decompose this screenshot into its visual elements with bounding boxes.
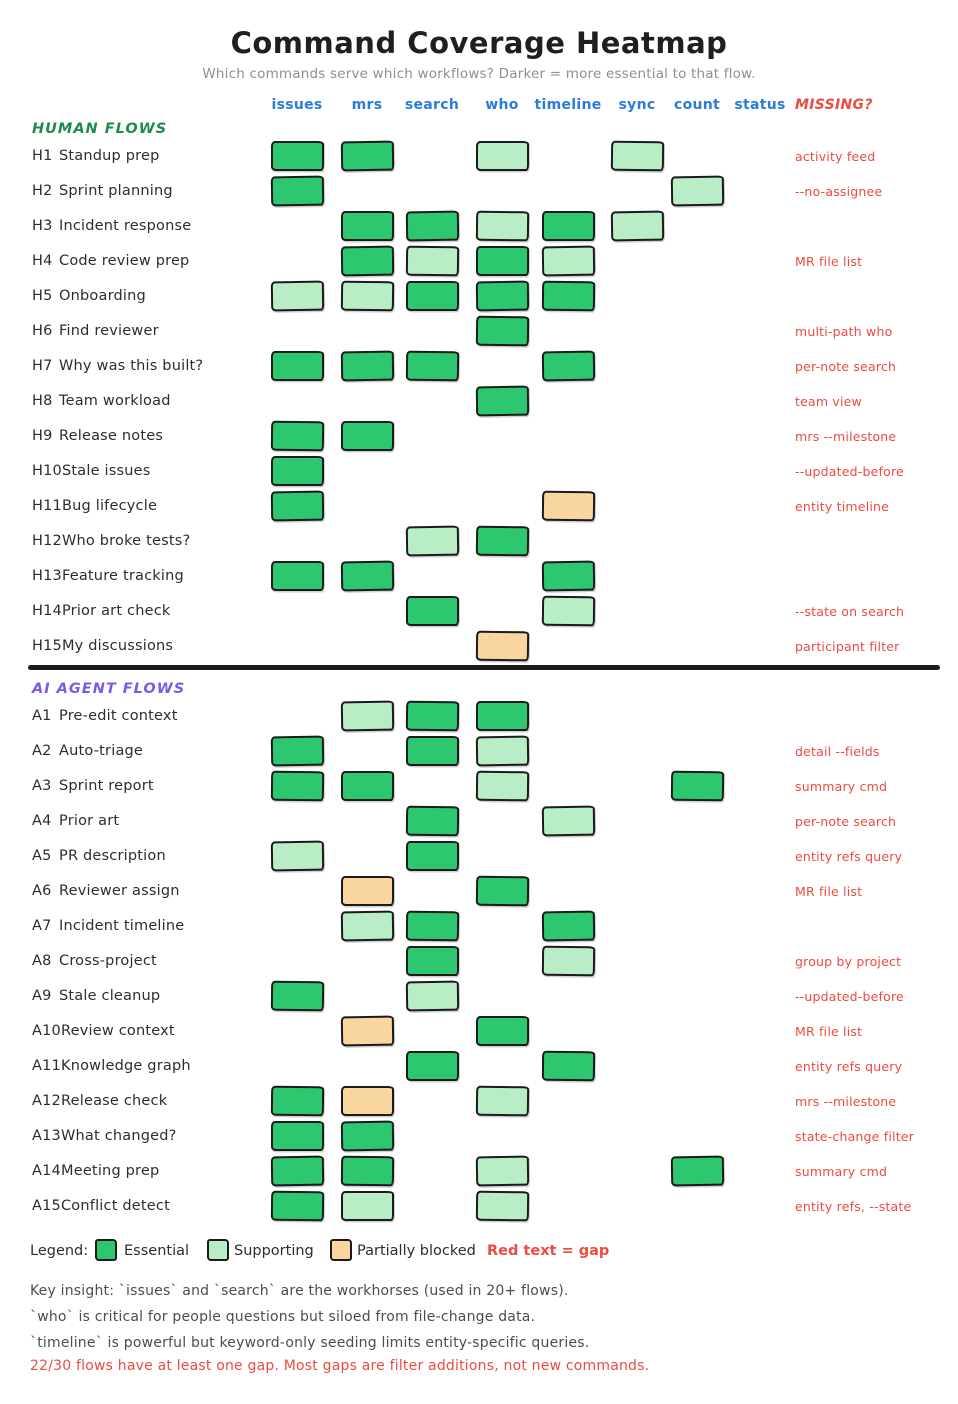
heatmap-cell-a14-issues	[270, 1156, 323, 1187]
heatmap-cell-a9-issues	[270, 981, 323, 1012]
flow-row-label	[32, 1189, 170, 1224]
heatmap-cell-a5-search	[406, 841, 459, 871]
flow-row-h9	[0, 419, 958, 454]
flow-id: A14	[32, 1163, 61, 1179]
flow-row-a9	[0, 979, 958, 1014]
missing-note: entity refs, --state	[795, 1199, 912, 1214]
flow-row-h5	[0, 279, 958, 314]
missing-note: summary cmd	[795, 779, 888, 794]
heatmap-cell-h4-search	[405, 246, 458, 277]
column-header-timeline: timeline	[534, 97, 602, 113]
flow-row-label	[32, 559, 184, 594]
flow-id: H8	[32, 393, 53, 409]
missing-note: mrs --milestone	[795, 1094, 897, 1109]
heatmap-cell-a10-who	[476, 1016, 529, 1046]
page-subtitle: Which commands serve which workflows? Darker = more essential to that flow.	[202, 66, 756, 82]
heatmap-cell-a7-search	[405, 911, 458, 942]
heatmap-cell-h1-who	[476, 141, 529, 171]
heatmap-cell-h15-who	[475, 631, 528, 662]
heatmap-cell-a5-issues	[270, 841, 323, 872]
missing-note: MR file list	[795, 1024, 863, 1039]
column-header-count: count	[673, 97, 721, 113]
flow-name: Release check	[60, 1093, 168, 1109]
flow-row-a1	[0, 699, 958, 734]
flow-id: A6	[32, 883, 52, 899]
heatmap-cell-h3-mrs	[341, 211, 394, 241]
heatmap-cell-a12-issues	[270, 1086, 323, 1117]
heatmap-cell-a14-mrs	[340, 1156, 393, 1187]
flow-row-a5	[0, 839, 958, 874]
legend-essential-label: Essential	[124, 1243, 190, 1259]
flow-row-label	[32, 979, 160, 1014]
heatmap-cell-h13-issues	[271, 561, 324, 591]
flow-id: H2	[32, 183, 53, 199]
flow-id: A15	[32, 1198, 61, 1214]
flow-name: Cross-project	[59, 953, 157, 969]
flow-row-h2	[0, 174, 958, 209]
heatmap-cell-a4-search	[405, 806, 458, 837]
flow-name: My discussions	[61, 638, 174, 654]
page-title: Command Coverage Heatmap	[230, 26, 728, 60]
heatmap-cell-h7-issues	[271, 351, 324, 381]
missing-note: --updated-before	[795, 989, 904, 1004]
flow-id: A7	[32, 918, 52, 934]
flow-row-label	[32, 209, 191, 244]
missing-note: MR file list	[795, 884, 863, 899]
flow-row-label	[32, 629, 173, 664]
flow-row-h15	[0, 629, 958, 664]
flow-id: A5	[32, 848, 52, 864]
flow-row-a11	[0, 1049, 958, 1084]
legend-supporting-swatch	[207, 1239, 229, 1261]
insight-line-3: `timeline` is powerful but keyword-only seeding limits entity-specific queries.	[30, 1335, 590, 1351]
flow-id: H11	[32, 498, 62, 514]
missing-note: multi-path who	[795, 324, 893, 339]
missing-note: entity refs query	[795, 849, 903, 864]
heatmap-cell-h1-sync	[610, 141, 663, 172]
flow-id: A12	[32, 1093, 61, 1109]
flow-row-a10	[0, 1014, 958, 1049]
heatmap-cell-h8-who	[475, 386, 528, 417]
column-header-who: who	[485, 97, 519, 113]
missing-note: mrs --milestone	[795, 429, 897, 444]
flow-row-label	[32, 1084, 167, 1119]
heatmap-cell-h4-who	[476, 246, 529, 276]
heatmap-cell-a8-timeline	[541, 946, 594, 977]
flow-row-h11	[0, 489, 958, 524]
flow-name: What changed?	[60, 1128, 177, 1144]
heatmap-cell-a1-search	[405, 701, 458, 732]
flow-row-h4	[0, 244, 958, 279]
missing-note: --updated-before	[795, 464, 904, 479]
missing-note: entity refs query	[795, 1059, 903, 1074]
flow-row-label	[32, 244, 189, 279]
flow-row-label	[32, 1014, 175, 1049]
heatmap-cell-a10-mrs	[340, 1016, 393, 1047]
heatmap-cell-a3-who	[475, 771, 528, 802]
heatmap-cell-h5-issues	[270, 281, 323, 312]
flow-name: Pre-edit context	[59, 708, 178, 724]
heatmap-cell-a2-search	[406, 736, 459, 766]
legend	[0, 1238, 958, 1264]
heatmap-cell-a3-count	[670, 771, 723, 802]
flow-id: A13	[32, 1128, 61, 1144]
missing-note: entity timeline	[795, 499, 890, 514]
heatmap-cell-h14-search	[406, 596, 459, 626]
flow-row-label	[32, 839, 166, 874]
heatmap-cell-a2-issues	[270, 736, 323, 767]
flow-id: H4	[32, 253, 53, 269]
column-header-search: search	[404, 97, 460, 113]
flow-row-h14	[0, 594, 958, 629]
heatmap-cell-h5-who	[475, 281, 528, 312]
insight-line-1: Key insight: `issues` and `search` are the workhorses (used in 20+ flows).	[30, 1283, 569, 1299]
flow-name: Team workload	[59, 393, 171, 409]
flow-name: Feature tracking	[61, 568, 184, 584]
legend-label: Legend:	[30, 1243, 89, 1259]
flow-id: H5	[32, 288, 53, 304]
flow-id: A11	[32, 1058, 61, 1074]
missing-note: participant filter	[795, 639, 900, 654]
flow-row-label	[32, 944, 157, 979]
flow-row-label	[32, 594, 170, 629]
heatmap-cell-a15-issues	[270, 1191, 323, 1222]
flow-row-label	[32, 734, 143, 769]
flow-row-label	[32, 349, 203, 384]
heatmap-cell-a7-timeline	[541, 911, 594, 942]
flow-name: Release notes	[59, 428, 164, 444]
column-header-sync: sync	[618, 97, 656, 113]
flow-name: Incident timeline	[59, 918, 185, 934]
heatmap-cell-a15-mrs	[341, 1191, 394, 1221]
column-header-issues: issues	[271, 97, 323, 113]
heatmap-cell-h14-timeline	[541, 596, 594, 627]
flow-row-h7	[0, 349, 958, 384]
heatmap-cell-h2-count	[670, 176, 723, 207]
heatmap-cell-h7-search	[405, 351, 458, 382]
heatmap-cell-h11-timeline	[541, 491, 594, 522]
flow-name: Stale issues	[61, 463, 151, 479]
heatmap-cell-h3-timeline	[542, 211, 595, 241]
flow-row-label	[32, 524, 190, 559]
flow-name: Find reviewer	[59, 323, 159, 339]
insight-line-2: `who` is critical for people questions but siloed from file-change data.	[30, 1309, 536, 1325]
flow-row-label	[32, 804, 119, 839]
flow-id: A2	[32, 743, 52, 759]
flow-name: Standup prep	[59, 148, 160, 164]
flow-row-label	[32, 419, 163, 454]
column-header-status: status	[734, 97, 786, 113]
flow-row-a6	[0, 874, 958, 909]
flow-name: Stale cleanup	[59, 988, 161, 1004]
heatmap-cell-a6-mrs	[341, 876, 394, 906]
flow-id: A3	[32, 778, 52, 794]
heatmap-cell-a12-who	[475, 1086, 528, 1117]
flow-row-h1	[0, 139, 958, 174]
flow-row-label	[32, 1049, 191, 1084]
heatmap-cell-a8-search	[406, 946, 459, 976]
missing-note: activity feed	[795, 149, 876, 164]
section-label-ai-agent-flows: AI AGENT FLOWS	[32, 681, 186, 697]
heatmap-cell-h10-issues	[271, 456, 324, 486]
heatmap-cell-h11-issues	[270, 491, 323, 522]
insight-line-4: 22/30 flows have at least one gap. Most gaps are filter additions, not new commands.	[30, 1358, 650, 1374]
heatmap-cell-h12-who	[475, 526, 528, 557]
flow-name: Auto-triage	[59, 743, 144, 759]
flow-name: Incident response	[59, 218, 192, 234]
flow-name: Why was this built?	[59, 358, 204, 374]
flow-row-label	[32, 174, 173, 209]
legend-gap-note: Red text = gap	[487, 1243, 610, 1259]
heatmap-cell-a6-who	[475, 876, 528, 907]
missing-note: per-note search	[795, 814, 897, 829]
heatmap-cell-a11-timeline	[541, 1051, 594, 1082]
heatmap-cell-h3-search	[405, 211, 458, 242]
flow-row-label	[32, 314, 159, 349]
flow-name: Who broke tests?	[61, 533, 191, 549]
heatmap-cell-a1-who	[476, 701, 529, 731]
heatmap-cell-a1-mrs	[340, 701, 393, 732]
flow-name: Meeting prep	[60, 1163, 160, 1179]
heatmap-cell-a13-mrs	[340, 1121, 393, 1152]
flow-row-h13	[0, 559, 958, 594]
heatmap-cell-a3-mrs	[341, 771, 394, 801]
heatmap-cell-h3-sync	[610, 211, 663, 242]
flow-id: H14	[32, 603, 62, 619]
flow-id: H1	[32, 148, 53, 164]
flow-row-label	[32, 874, 180, 909]
flow-id: H15	[32, 638, 62, 654]
flow-id: H10	[32, 463, 62, 479]
heatmap-cell-a7-mrs	[340, 911, 393, 942]
heatmap-cell-h5-search	[406, 281, 459, 311]
heatmap-cell-a14-who	[475, 1156, 528, 1187]
flow-row-label	[32, 489, 157, 524]
flow-name: Prior art check	[61, 603, 171, 619]
flow-row-label	[32, 279, 146, 314]
flow-name: Knowledge graph	[60, 1058, 191, 1074]
flow-row-label	[32, 1119, 177, 1154]
flow-id: H7	[32, 358, 53, 374]
section-label-human-flows: HUMAN FLOWS	[32, 121, 168, 137]
flow-row-a7	[0, 909, 958, 944]
flow-name: Conflict detect	[60, 1198, 170, 1214]
heatmap-cell-h9-mrs	[341, 421, 394, 451]
heatmap-cell-h4-mrs	[340, 246, 393, 277]
flow-id: A1	[32, 708, 52, 724]
flow-row-label	[32, 139, 160, 174]
flow-row-a8	[0, 944, 958, 979]
missing-note: state-change filter	[795, 1129, 915, 1144]
heatmap-cell-a3-issues	[270, 771, 323, 802]
heatmap-cell-h6-who	[475, 316, 528, 347]
flow-row-a15	[0, 1189, 958, 1224]
flow-row-label	[32, 699, 178, 734]
heatmap-cell-h9-issues	[270, 421, 323, 452]
heatmap-cell-a14-count	[670, 1156, 723, 1187]
section-divider	[28, 665, 940, 670]
flow-id: A8	[32, 953, 52, 969]
missing-note: --no-assignee	[795, 184, 883, 199]
heatmap-cell-h2-issues	[270, 176, 323, 207]
heatmap-cell-h13-timeline	[541, 561, 594, 592]
missing-note: MR file list	[795, 254, 863, 269]
heatmap-cell-h3-who	[475, 211, 528, 242]
flow-id: H9	[32, 428, 53, 444]
flow-row-a14	[0, 1154, 958, 1189]
flow-id: A10	[32, 1023, 61, 1039]
flow-row-label	[32, 454, 151, 489]
flow-id: H6	[32, 323, 53, 339]
flow-id: H13	[32, 568, 62, 584]
legend-supporting-label: Supporting	[234, 1243, 314, 1259]
flow-name: Sprint report	[59, 778, 154, 794]
flow-row-a4	[0, 804, 958, 839]
flow-id: A4	[32, 813, 52, 829]
heatmap-cell-h5-timeline	[541, 281, 594, 312]
flow-row-label	[32, 384, 171, 419]
flow-row-label	[32, 769, 154, 804]
flow-id: H3	[32, 218, 53, 234]
heatmap-cell-a2-who	[475, 736, 528, 767]
flow-name: Review context	[60, 1023, 175, 1039]
missing-note: --state on search	[795, 604, 905, 619]
heatmap-cell-h1-mrs	[340, 141, 393, 172]
heatmap-cell-a4-timeline	[541, 806, 594, 837]
missing-note: summary cmd	[795, 1164, 888, 1179]
heatmap-cell-h1-issues	[271, 141, 324, 171]
flow-name: Bug lifecycle	[61, 498, 158, 514]
legend-essential-swatch	[95, 1239, 117, 1261]
legend-partially-blocked-label: Partially blocked	[357, 1243, 476, 1259]
flow-id: H12	[32, 533, 62, 549]
missing-note: per-note search	[795, 359, 897, 374]
heatmap-cell-h12-search	[405, 526, 458, 557]
flow-row-h3	[0, 209, 958, 244]
flow-id: A9	[32, 988, 52, 1004]
missing-note: team view	[795, 394, 862, 409]
flow-name: Sprint planning	[59, 183, 173, 199]
legend-partially-blocked-swatch	[330, 1239, 352, 1261]
flow-row-h8	[0, 384, 958, 419]
flow-row-label	[32, 1154, 159, 1189]
heatmap-cell-h5-mrs	[340, 281, 393, 312]
flow-name: PR description	[59, 848, 166, 864]
heatmap-cell-h7-timeline	[541, 351, 594, 382]
heatmap-cell-a9-search	[405, 981, 458, 1012]
flow-row-a13	[0, 1119, 958, 1154]
flow-name: Onboarding	[59, 288, 146, 304]
heatmap-cell-a15-who	[475, 1191, 528, 1222]
flow-row-a2	[0, 734, 958, 769]
missing-note: detail --fields	[795, 744, 880, 759]
flow-name: Reviewer assign	[59, 883, 180, 899]
heatmap-cell-a11-search	[406, 1051, 459, 1081]
heatmap-cell-h7-mrs	[340, 351, 393, 382]
flow-row-h6	[0, 314, 958, 349]
heatmap-cell-h4-timeline	[541, 246, 594, 277]
column-header-row	[0, 97, 958, 117]
column-header-mrs: mrs	[351, 97, 383, 113]
flow-name: Prior art	[59, 813, 120, 829]
heatmap-cell-a12-mrs	[341, 1086, 394, 1116]
heatmap-cell-h13-mrs	[340, 561, 393, 592]
flow-row-a12	[0, 1084, 958, 1119]
flow-row-label	[32, 909, 184, 944]
flow-name: Code review prep	[59, 253, 190, 269]
flow-row-h12	[0, 524, 958, 559]
flow-row-h10	[0, 454, 958, 489]
column-header-missing: MISSING?	[795, 97, 873, 113]
flow-row-a3	[0, 769, 958, 804]
heatmap-cell-a13-issues	[271, 1121, 324, 1151]
missing-note: group by project	[795, 954, 902, 969]
